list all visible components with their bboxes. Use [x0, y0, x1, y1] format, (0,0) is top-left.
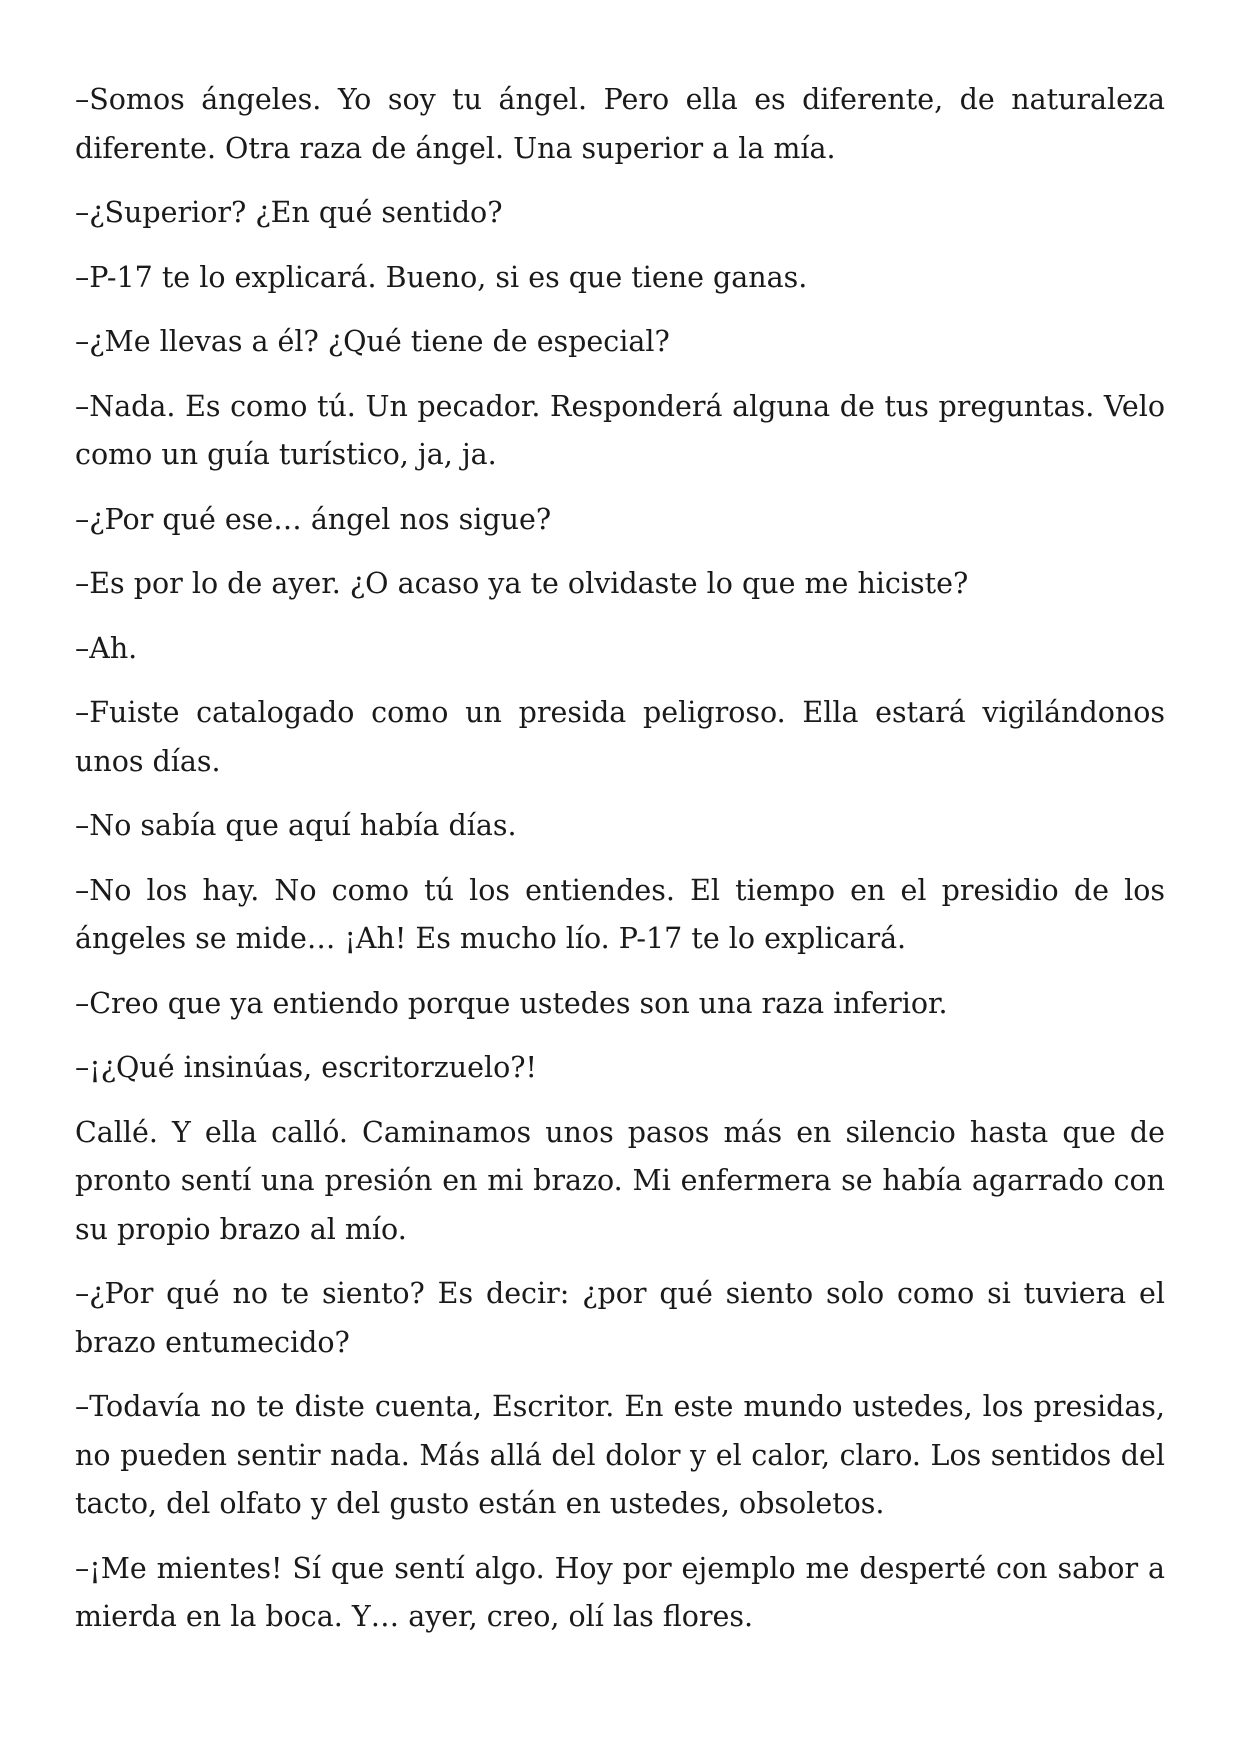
paragraph: –Creo que ya entiendo porque ustedes son una raza inferior. [75, 986, 948, 1020]
paragraph: –¡Me mientes! Sí que sentí algo. Hoy por ejemplo me desperté con sabor a mierda en la boca. Y… ayer, creo, olí las flores. [75, 1551, 1165, 1633]
paragraph: –Todavía no te diste cuenta, Escritor. En este mundo ustedes, los presidas, no pueden sentir nada. Más allá del dolor y el calor, claro. Los sentidos del tacto, del olfato y del gusto están en ustedes, obsoletos. [75, 1390, 1165, 1520]
paragraph: –Nada. Es como tú. Un pecador. Responderá alguna de tus preguntas. Velo como un guía turístico, ja, ja. [75, 389, 1165, 471]
paragraph: –¿Por qué ese… ángel nos sigue? [75, 502, 552, 536]
paragraph: –Fuiste catalogado como un presida peligroso. Ella estará vigilándonos unos días. [75, 696, 1165, 778]
paragraph: –Somos ángeles. Yo soy tu ángel. Pero ella es diferente, de naturaleza diferente. Otra raza de ángel. Una superior a la mía. [75, 83, 1165, 165]
paragraph: –¿Me llevas a él? ¿Qué tiene de especial? [75, 325, 670, 358]
page-body [75, 76, 1165, 1658]
paragraph: –Ah. [75, 631, 138, 665]
paragraph: –¡¿Qué insinúas, escritorzuelo?! [75, 1051, 537, 1084]
paragraph: –Es por lo de ayer. ¿O acaso ya te olvidaste lo que me hiciste? [75, 567, 969, 600]
paragraph: –No sabía que aquí había días. [75, 809, 517, 842]
paragraph: –¿Por qué no te siento? Es decir: ¿por qué siento solo como si tuviera el brazo entumecido? [75, 1277, 1165, 1359]
paragraph: –P-17 te lo explicará. Bueno, si es que tiene ganas. [75, 260, 808, 294]
paragraph: –No los hay. No como tú los entiendes. El tiempo en el presidio de los ángeles se mide… ¡Ah! Es mucho lío. P-17 te lo explicará. [75, 873, 1165, 955]
paragraph: –¿Superior? ¿En qué sentido? [75, 196, 503, 229]
paragraph: Callé. Y ella calló. Caminamos unos pasos más en silencio hasta que de pronto sentí una presión en mi brazo. Mi enfermera se había agarrado con su propio brazo al mío. [75, 1115, 1165, 1246]
